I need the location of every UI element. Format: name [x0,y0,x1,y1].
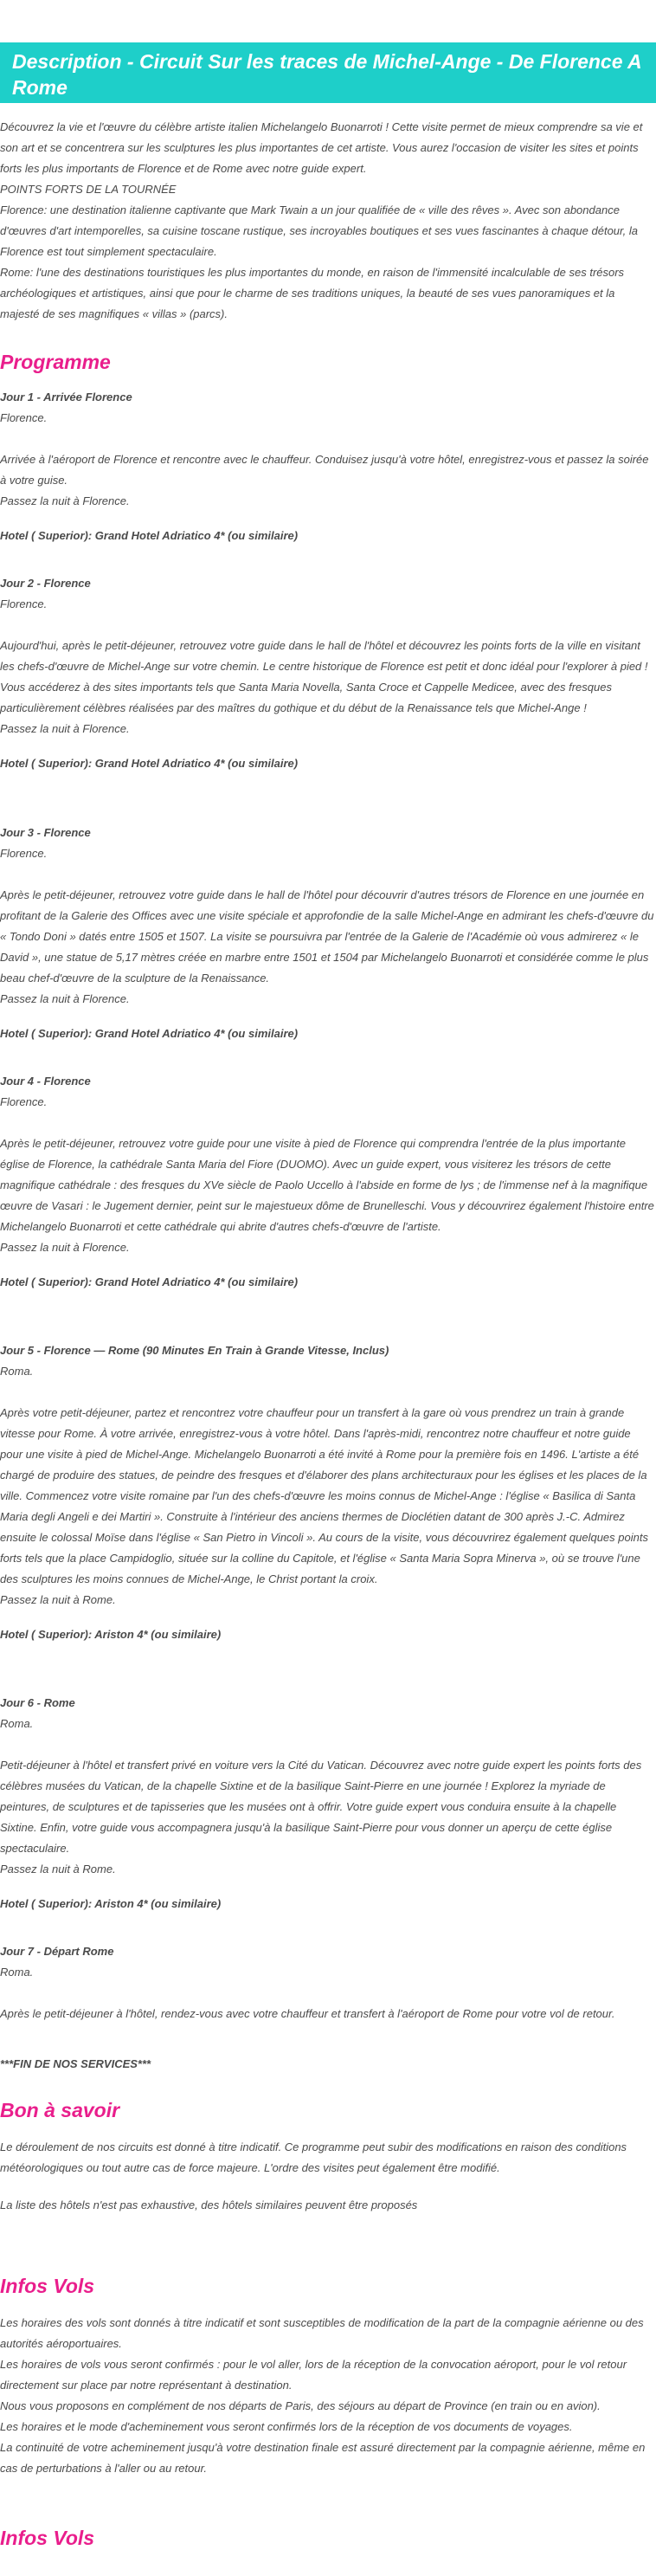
day-city: Florence. [0,597,48,610]
day-night: Passez la nuit à Florence. [0,494,130,507]
infos-vols-line: Nous vous proposons en complément de nos départs de Paris, des séjours au départ de Province (en train ou en avion). [0,2399,601,2412]
infos-vols-line: Les horaires et le mode d'acheminement vous seront confirmés lors de la réception de vos documents de voyages. [0,2420,573,2433]
infos-vols-line: La continuité de votre acheminement jusqu'à votre destination finale est assuré directement par la compagnie aérienne, même en cas de perturbations à l'aller ou au retour. [0,2441,646,2475]
day-1 [0,387,656,546]
day-city: Florence. [0,1095,48,1108]
day-city: Roma. [0,1717,34,1730]
day-5 [0,1340,656,1645]
day-city: Roma. [0,1365,34,1378]
day-night: Passez la nuit à Florence. [0,1241,130,1254]
day-4 [0,1071,656,1293]
infos-vols-title: Infos Vols [0,2275,95,2297]
intro-rome: Rome: l'une des destinations touristiques les plus importantes du monde, en raison de l'immensité incalculable de ses trésors archéologiques et artistiques, ainsi que pour le charme de ses traditions uniques, la beauté de ses vues panoramiques et la majesté de ses magnifiques « villas » (parcs). [0,266,625,320]
day-title: Jour 7 - Départ Rome [0,1945,114,1958]
bon-a-savoir-text: Le déroulement de nos circuits est donné à titre indicatif. Ce programme peut subir des modifications en raison des conditions météorologiques ou tout autre cas de force majeure. L'ordre des visites peut également être modifié. [0,2140,627,2174]
day-night: Passez la nuit à Rome. [0,1593,116,1606]
intro-section [0,117,656,325]
infos-vols-line: Les horaires des vols sont donnés à titre indicatif et sont susceptibles de modification de la part de la compagnie aérienne ou des autorités aéroportuaires. [0,2316,644,2350]
page-title: Description - Circuit Sur les traces de Michel-Ange - De Florence A Rome [0,42,656,103]
day-text: Aujourd'hui, après le petit-déjeuner, retrouvez votre guide dans le hall de l'hôtel et découvrez les points forts de la ville en visitant les chefs-d'œuvre de Michel-Ange sur votre chemin. Le centre historique de Florence est petit et donc idéal pour l'explorer à pied ! Vous accéderez à des sites importants tels que Santa Maria Novella, Santa Croce et Cappelle Medicee, avec des fresques particulièrement célèbres réalisées par des maîtres du gothique et du début de la Renaissance tels que Michel-Ange ! [0,639,648,714]
day-title: Jour 4 - Florence [0,1075,91,1088]
intro-highlights-heading: POINTS FORTS DE LA TOURNÉE [0,183,177,196]
day-text: Après le petit-déjeuner à l'hôtel, rendez-vous avec votre chauffeur et transfert à l'aéroport de Rome pour votre vol de retour. [0,2007,615,2020]
day-text: Après le petit-déjeuner, retrouvez votre guide pour une visite à pied de Florence qui comprendra l'entrée de la plus importante église de Florence, la cathédrale Santa Maria del Fiore (DUOMO). Avec un guide expert, vous visiterez les trésors de cette magnifique cathédrale : des fresques du XVe siècle de Paolo Uccello à l'abside en forme de lys ; de l'immense nef à la magnifique œuvre de Vasari : le Jugement dernier, peint sur le majestueux dôme de Brunelleschi. Vous y découvrirez également l'histoire entre Michelangelo Buonarroti et cette cathédrale qui abrite d'autres chefs-d'œuvre de l'artiste. [0,1137,654,1233]
day-hotel: Hotel ( Superior): Ariston 4* (ou similaire) [0,1897,222,1910]
day-title: Jour 1 - Arrivée Florence [0,391,132,404]
day-city: Roma. [0,1966,34,1979]
day-city: Florence. [0,847,48,860]
bon-a-savoir-title: Bon à savoir [0,2099,120,2121]
day-text: Après le petit-déjeuner, retrouvez votre guide dans le hall de l'hôtel pour découvrir d'autres trésors de Florence en une journée en profitant de la Galerie des Offices avec une visite spéciale et approfondie de la salle Michel-Ange en admirant les chefs-d'œuvre du « Tondo Doni » datés entre 1505 et 1507. La visite se poursuivra par l'entrée de la Galerie de l'Académie où vous admirerez « le David », une statue de 5,17 mètres créée en marbre entre 1501 et 1504 par Michelangelo Buonarroti et considérée comme le plus beau chef-d'œuvre de la sculpture de la Renaissance. [0,888,654,985]
day-title: Jour 5 - Florence — Rome (90 Minutes En Train à Grande Vitesse, Inclus) [0,1344,389,1357]
programme-title: Programme [0,351,111,373]
infos-vols-line: Les horaires de vols vous seront confirmés : pour le vol aller, lors de la réception de la convocation aéroport, pour le vol retour directement sur place par notre représentant à destination. [0,2358,627,2392]
day-7 [0,1941,656,2024]
intro-florence: Florence: une destination italienne captivante que Mark Twain a un jour qualifiée de « ville des rêves ». Avec son abondance d'œuvres d'art intemporelles, sa cuisine toscane rustique, ses incroyables boutiques et ses vues fascinantes à chaque détour, la Florence est tout simplement spectaculaire. [0,203,638,258]
day-2 [0,573,656,774]
day-text: Arrivée à l'aéroport de Florence et rencontre avec le chauffeur. Conduisez jusqu'à votre hôtel, enregistrez-vous et passez la soirée à votre guise. [0,453,649,487]
infos-vols-title-repeat: Infos Vols [0,2527,95,2549]
day-hotel: Hotel ( Superior): Grand Hotel Adriatico 4* (ou similaire) [0,757,299,770]
day-night: Passez la nuit à Florence. [0,992,130,1005]
day-3 [0,823,656,1044]
day-hotel: Hotel ( Superior): Grand Hotel Adriatico 4* (ou similaire) [0,1275,299,1288]
day-6 [0,1693,656,1914]
day-night: Passez la nuit à Rome. [0,1863,116,1876]
day-hotel: Hotel ( Superior): Grand Hotel Adriatico 4* (ou similaire) [0,1027,299,1040]
day-title: Jour 6 - Rome [0,1696,75,1709]
bon-a-savoir-hotels: La liste des hôtels n'est pas exhaustive, des hôtels similaires peuvent être proposés [0,2198,418,2211]
end-of-services: ***FIN DE NOS SERVICES*** [0,2057,151,2070]
day-hotel: Hotel ( Superior): Ariston 4* (ou similaire) [0,1628,222,1641]
day-text: Petit-déjeuner à l'hôtel et transfert privé en voiture vers la Cité du Vatican. Découvrez avec notre guide expert les points forts des célèbres musées du Vatican, de la chapelle Sixtine et de la basilique Saint-Pierre en une journée ! Explorez la myriade de peintures, de sculptures et de tapisseries que les musées ont à offrir. Votre guide expert vous conduira ensuite à la chapelle Sixtine. Enfin, votre guide vous accompagnera jusqu'à la basilique Saint-Pierre pour vous donner un aperçu de cette église spectaculaire. [0,1759,642,1855]
day-title: Jour 3 - Florence [0,826,91,839]
intro-paragraph: Découvrez la vie et l'œuvre du célèbre artiste italien Michelangelo Buonarroti ! Cette visite permet de mieux comprendre sa vie et son art et se concentrera sur les sculptures les plus importantes de cet artiste. Vous aurez l'occasion de visiter les sites et points forts les plus importants de Florence et de Rome avec notre guide expert. [0,120,643,175]
day-text: Après votre petit-déjeuner, partez et rencontrez votre chauffeur pour un transfert à la gare où vous prendrez un train à grande vitesse pour Rome. À votre arrivée, enregistrez-vous à votre hôtel. Dans l'après-midi, rencontrez notre chauffeur et notre guide pour une visite à pied de Michel-Ange. Michelangelo Buonarroti a été invité à Rome pour la première fois en 1496. L'artiste a été chargé de produire des statues, de peindre des fresques et d'élaborer des plans architecturaux pour les églises et les places de la ville. Commencez votre visite romaine par l'un des chefs-d'œuvre les moins connus de Michel-Ange : l'église « Basilica di Santa Maria degli Angeli e dei Martiri ». Construite à l'intérieur des anciens thermes de Dioclétien datant de 300 après J.-C. Admirez ensuite le colossal Moïse dans l'église « San Pietro in Vincoli ». Au cours de la visite, vous découvrirez également quelques points forts tels que la place Campidoglio, située sur la colline du Capitole, et l'église « Santa Maria Sopra Minerva », où se trouve l'une des sculptures les moins connues de Michel-Ange, le Christ portant la croix. [0,1406,648,1585]
day-title: Jour 2 - Florence [0,577,91,590]
day-city: Florence. [0,411,48,424]
day-night: Passez la nuit à Florence. [0,722,130,735]
infos-vols-text [0,2313,656,2479]
day-hotel: Hotel ( Superior): Grand Hotel Adriatico 4* (ou similaire) [0,529,299,542]
